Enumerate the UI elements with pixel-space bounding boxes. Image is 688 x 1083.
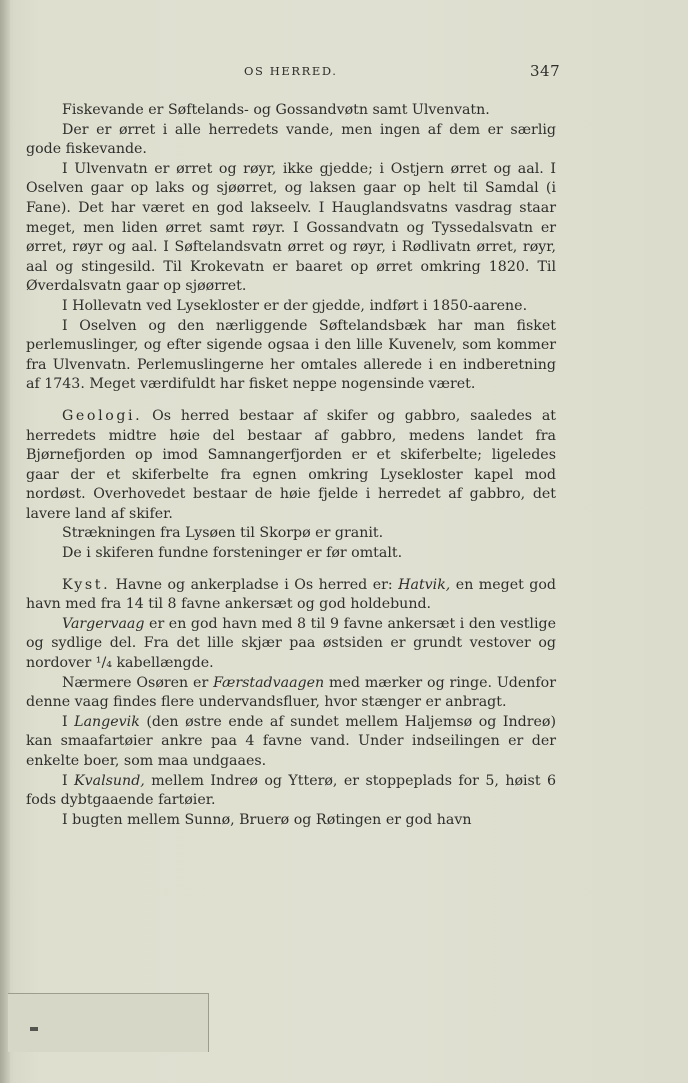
paragraph-hollevatn: I Hollevatn ved Lysekloster er der gjedde, indført i 1850-aarene. — [62, 297, 528, 314]
place-faerstadvaagen: Færstadvaagen — [213, 674, 325, 691]
paragraph-langevik — [26, 713, 556, 772]
section-heading-coast: Kyst. — [62, 576, 111, 593]
paragraph-granite: Strækningen fra Lysøen til Skorpø er granit. — [62, 525, 384, 542]
library-stamp-box — [8, 993, 209, 1052]
paragraph-coast — [26, 576, 556, 615]
geology-text: Os herred bestaar af skifer og gabbro, saaledes at herredets midtre høie del bestaar af gabbro, medens landet fra Bjørnefjorden op imod Samnangerfjorden er et skiferbelte; ligeledes gaar der et skiferbelte fra egnen omkring Lysekloster kapel mod nordøst. Overhovedet bestaar de høie fjelde i herredet af gabbro, det lavere land af skifer. — [26, 407, 556, 522]
body-text — [26, 101, 556, 830]
place-langevik: Langevik — [74, 713, 140, 730]
fraction-quarter: ¹/₄ — [95, 655, 112, 672]
page-spine-shadow — [0, 0, 10, 1083]
vargervaag-text-end: kabellængde. — [111, 655, 214, 672]
paragraph-trout: Der er ørret i alle herredets vande, men ingen af dem er særlig gode fiskevande. — [26, 121, 556, 158]
paragraph-fossils: De i skiferen fundne forsteninger er før omtalt. — [62, 545, 403, 562]
kvalsund-text: I — [62, 772, 75, 789]
paragraph-pearl-mussels: I Oselven og den nærliggende Søftelandsbæk har man fisket perlemuslinger, og efter sigende ogsaa i den lille Kuvenelv, som kommer fra Ulvenvatn. Perlemuslingerne her omtales allerede i en indberetning af 1743. Meget værdifuldt har fisket neppe nogensinde været. — [26, 317, 556, 393]
langevik-text-rest: (den østre ende af sundet mellem Haljemsø og Indreø) kan smaafartøier ankre paa 4 favne vand. Under indseilingen er der enkelte boer, som maa undgaaes. — [26, 713, 556, 769]
place-kvalsund: Kvalsund, — [74, 772, 145, 789]
vargervaag-text: er en god havn med 8 til 9 favne ankersæt i den vestlige og sydlige del. Fra det lille skjær paa østsiden er grundt vestover og nordover — [26, 615, 556, 672]
running-title: OS HERRED. — [244, 64, 338, 78]
place-vargervaag: Vargervaag — [62, 615, 145, 632]
paragraph-lakes: I Ulvenvatn er ørret og røyr, ikke gjedde; i Ostjern ørret og aal. I Oselven gaar op laks og sjøørret, og laksen gaar op helt til Samdal (i Fane). Det har været en god lakseelv. I Hauglandsvatns vasdrag staar meget, men liden ørret samt røyr. I Gossandvatn og Tyssedalsvatn er ørret, røyr og aal. I Søftelandsvatn ørret og røyr, i Rødlivatn ørret, røyr, aal og stingesild. Til Krokevatn er baaret op ørret omkring 1820. Til Øverdalsvatn gaar op sjøørret. — [26, 160, 556, 295]
paragraph-kvalsund — [26, 772, 556, 811]
coast-text-rest: en meget god havn med fra 14 til 8 favne ankersæt og god holdebund. — [26, 576, 556, 613]
paragraph-faerstadvaagen — [26, 674, 556, 713]
paragraph-geology — [26, 407, 556, 525]
section-gap — [26, 395, 556, 407]
stamp-mark — [30, 1027, 38, 1031]
paragraph-bugten: I bugten mellem Sunnø, Bruerø og Røtingen er god havn — [62, 811, 472, 828]
paragraph-vargervaag — [26, 615, 556, 674]
place-hatvik: Hatvik, — [398, 576, 451, 593]
faerstad-text: Nærmere Osøren er — [62, 674, 214, 691]
kvalsund-text-rest: mellem Indreø og Ytterø, er stoppeplads for 5, høist 6 fods dybtgaaende fartøier. — [26, 772, 556, 809]
section-gap — [26, 564, 556, 576]
faerstad-text-rest: med mærker og ringe. Udenfor denne vaag findes flere undervandsfluer, hvor stænger er anbragt. — [26, 674, 556, 711]
section-heading-geology: Geologi. — [62, 407, 143, 424]
langevik-text: I — [62, 713, 75, 730]
paragraph-fishing-waters: Fiskevande er Søftelands- og Gossandvøtn samt Ulvenvatn. — [62, 102, 490, 118]
coast-text: Havne og ankerpladse i Os herred er: — [110, 576, 399, 593]
page-number: 347 — [530, 62, 561, 80]
page-header — [0, 64, 688, 84]
